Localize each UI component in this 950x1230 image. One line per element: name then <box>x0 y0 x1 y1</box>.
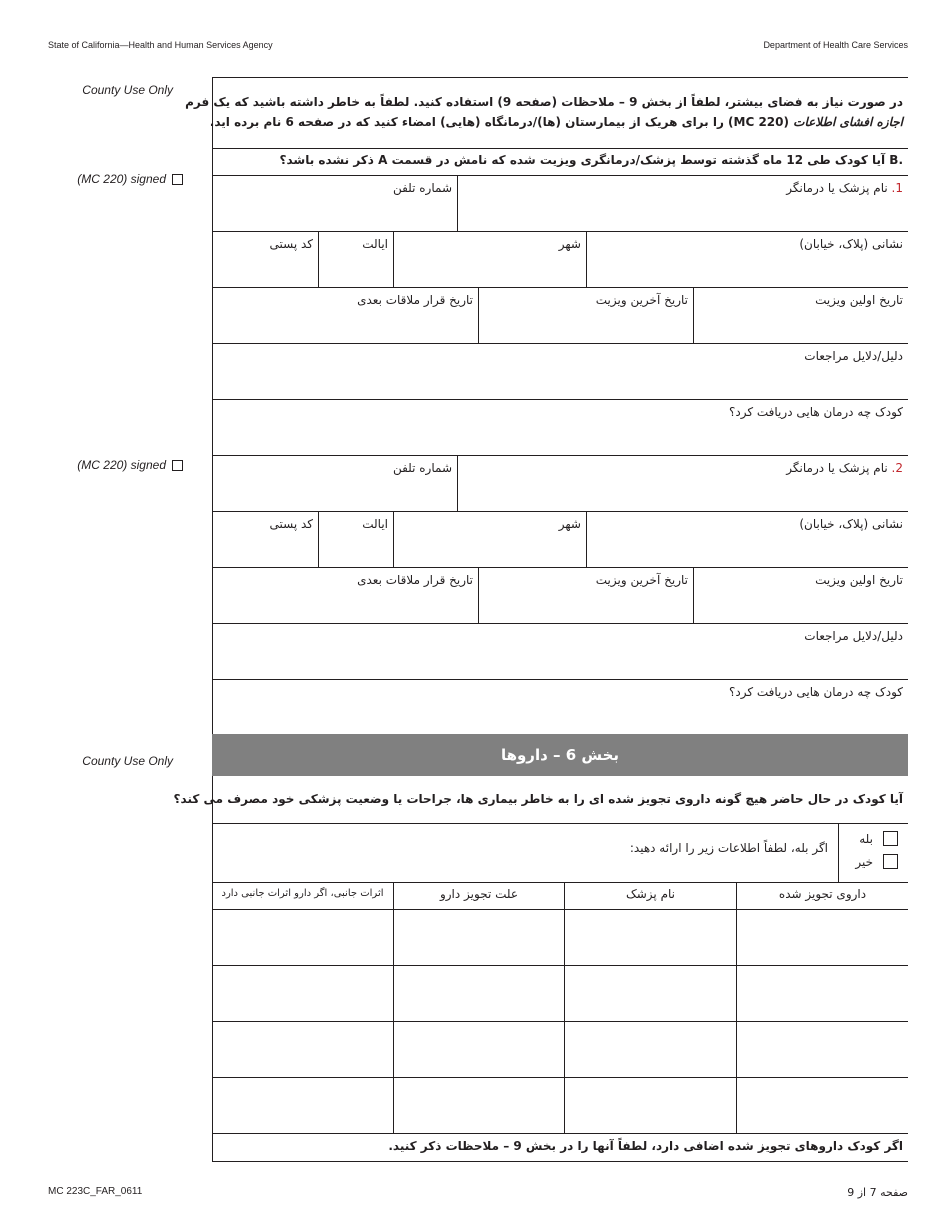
divider <box>212 175 908 176</box>
mc220-signed-label: (MC 220) signed <box>77 458 166 472</box>
divider <box>736 882 737 1133</box>
section-b-question: .B آیا کودک طی 12 ماه گذشته توسط پزشک/درمانگری ویزیت شده که نامش در قسمت A ذکر نشده باشد؟ <box>279 153 903 167</box>
divider <box>393 511 394 567</box>
divider <box>212 909 908 910</box>
table-row[interactable] <box>212 1077 908 1078</box>
provider2-next-appt-label[interactable]: تاریخ قرار ملاقات بعدی <box>357 573 473 587</box>
provider2-city-label[interactable]: شهر <box>558 517 581 531</box>
provider1-phone-label[interactable]: شماره تلفن <box>392 181 452 195</box>
divider <box>693 287 694 343</box>
mc220-signed-label: (MC 220) signed <box>77 172 166 186</box>
column-header-reason: علت تجویز دارو <box>439 887 519 901</box>
divider <box>564 882 565 1133</box>
mc220-checkbox-1[interactable] <box>172 174 183 185</box>
agency-header: State of California—Health and Human Services Agency <box>48 40 273 50</box>
provider1-state-label[interactable]: ایالت <box>362 237 388 251</box>
divider <box>457 175 458 231</box>
provider1-treatment-label[interactable]: کودک چه درمان هایی دریافت کرد؟ <box>729 405 903 419</box>
divider <box>212 231 908 232</box>
provider1-last-visit-label[interactable]: تاریخ آخرین ویزیت <box>595 293 688 307</box>
intro-line-1: در صورت نیاز به فضای بیشتر، لطفاً از بخش 9 – ملاحظات (صفحه 9) استفاده کنید. لطفاً به خاطر داشته باشید که یک فرم <box>185 95 903 109</box>
divider <box>212 823 908 824</box>
form-code: MC 223C_FAR_0611 <box>48 1186 143 1197</box>
divider <box>212 343 908 344</box>
if-yes-instruction: اگر بله، لطفاً اطلاعات زیر را ارائه دهید: <box>629 841 828 855</box>
provider1-name-label: نام پزشک یا درمانگر <box>786 181 888 195</box>
page-number: صفحه 7 از 9 <box>847 1186 908 1199</box>
county-use-label: County Use Only <box>82 83 173 97</box>
form-top-border <box>212 77 908 78</box>
provider1-city-label[interactable]: شهر <box>558 237 581 251</box>
provider2-number: 2. <box>891 461 903 475</box>
no-checkbox[interactable] <box>883 854 898 869</box>
department-header: Department of Health Care Services <box>763 40 908 50</box>
divider <box>586 231 587 287</box>
mc220-signed-2 <box>77 458 183 472</box>
divider <box>457 455 458 511</box>
provider1-number: 1. <box>891 181 903 195</box>
column-header-side-effects: اثرات جانبی، اگر دارو اثرات جانبی دارد <box>221 888 384 899</box>
divider <box>838 823 839 882</box>
divider <box>318 511 319 567</box>
medication-question: آیا کودک در حال حاضر هیچ گونه داروی تجویز شده ای را به خاطر بیماری ها، جراحات یا وضعیت پزشکی خود مصرف می کند؟ <box>173 792 903 806</box>
provider2-name-field[interactable] <box>786 461 903 475</box>
intro-line-2-rest: (MC 220) را برای هریک از بیمارستان (ها)/درمانگاه (هایی) امضاء کنید که در صفحه 6 نام برده اید. <box>209 115 789 129</box>
provider2-address-label[interactable]: نشانی (پلاک، خیابان) <box>799 517 903 531</box>
divider <box>478 567 479 623</box>
divider <box>212 679 908 680</box>
form-left-border <box>212 77 213 1162</box>
provider2-phone-label[interactable]: شماره تلفن <box>392 461 452 475</box>
no-label: خیر <box>855 855 873 869</box>
mc220-signed-1 <box>77 172 183 186</box>
form-bottom-border <box>212 1161 908 1162</box>
provider2-treatment-label[interactable]: کودک چه درمان هایی دریافت کرد؟ <box>729 685 903 699</box>
column-header-medication: داروی تجویز شده <box>778 887 867 901</box>
section-6-title: بخش 6 – داروها <box>212 734 908 776</box>
divider <box>393 882 394 1133</box>
provider1-zip-label[interactable]: کد پستی <box>269 237 313 251</box>
table-row[interactable] <box>212 1021 908 1022</box>
divider <box>212 148 908 149</box>
divider <box>318 231 319 287</box>
divider <box>693 567 694 623</box>
divider <box>586 511 587 567</box>
divider <box>212 567 908 568</box>
provider1-reason-label[interactable]: دلیل/دلایل مراجعات <box>804 349 903 363</box>
divider <box>212 511 908 512</box>
divider <box>212 287 908 288</box>
mc220-checkbox-2[interactable] <box>172 460 183 471</box>
divider <box>212 623 908 624</box>
divider <box>212 455 908 456</box>
provider2-name-label: نام پزشک یا درمانگر <box>786 461 888 475</box>
divider <box>393 231 394 287</box>
divider <box>478 287 479 343</box>
yes-checkbox[interactable] <box>883 831 898 846</box>
provider1-address-label[interactable]: نشانی (پلاک، خیابان) <box>799 237 903 251</box>
county-use-label-2: County Use Only <box>82 754 173 768</box>
column-header-doctor: نام پزشک <box>626 887 675 901</box>
provider2-reason-label[interactable]: دلیل/دلایل مراجعات <box>804 629 903 643</box>
intro-line-2 <box>210 115 903 129</box>
provider1-name-field[interactable] <box>786 181 903 195</box>
table-row[interactable] <box>212 965 908 966</box>
provider1-next-appt-label[interactable]: تاریخ قرار ملاقات بعدی <box>357 293 473 307</box>
yes-label: بله <box>859 832 873 846</box>
provider2-state-label[interactable]: ایالت <box>362 517 388 531</box>
provider2-zip-label[interactable]: کد پستی <box>269 517 313 531</box>
table-top-border <box>212 882 908 883</box>
provider2-first-visit-label[interactable]: تاریخ اولین ویزیت <box>815 573 903 587</box>
provider1-first-visit-label[interactable]: تاریخ اولین ویزیت <box>815 293 903 307</box>
release-form-title: اجازه افشای اطلاعات <box>793 115 903 129</box>
divider <box>212 399 908 400</box>
additional-medications-note: اگر کودک داروهای تجویز شده اضافی دارد، لطفاً آنها را در بخش 9 – ملاحظات ذکر کنید. <box>388 1139 903 1153</box>
provider2-last-visit-label[interactable]: تاریخ آخرین ویزیت <box>595 573 688 587</box>
table-row[interactable] <box>212 1133 908 1134</box>
